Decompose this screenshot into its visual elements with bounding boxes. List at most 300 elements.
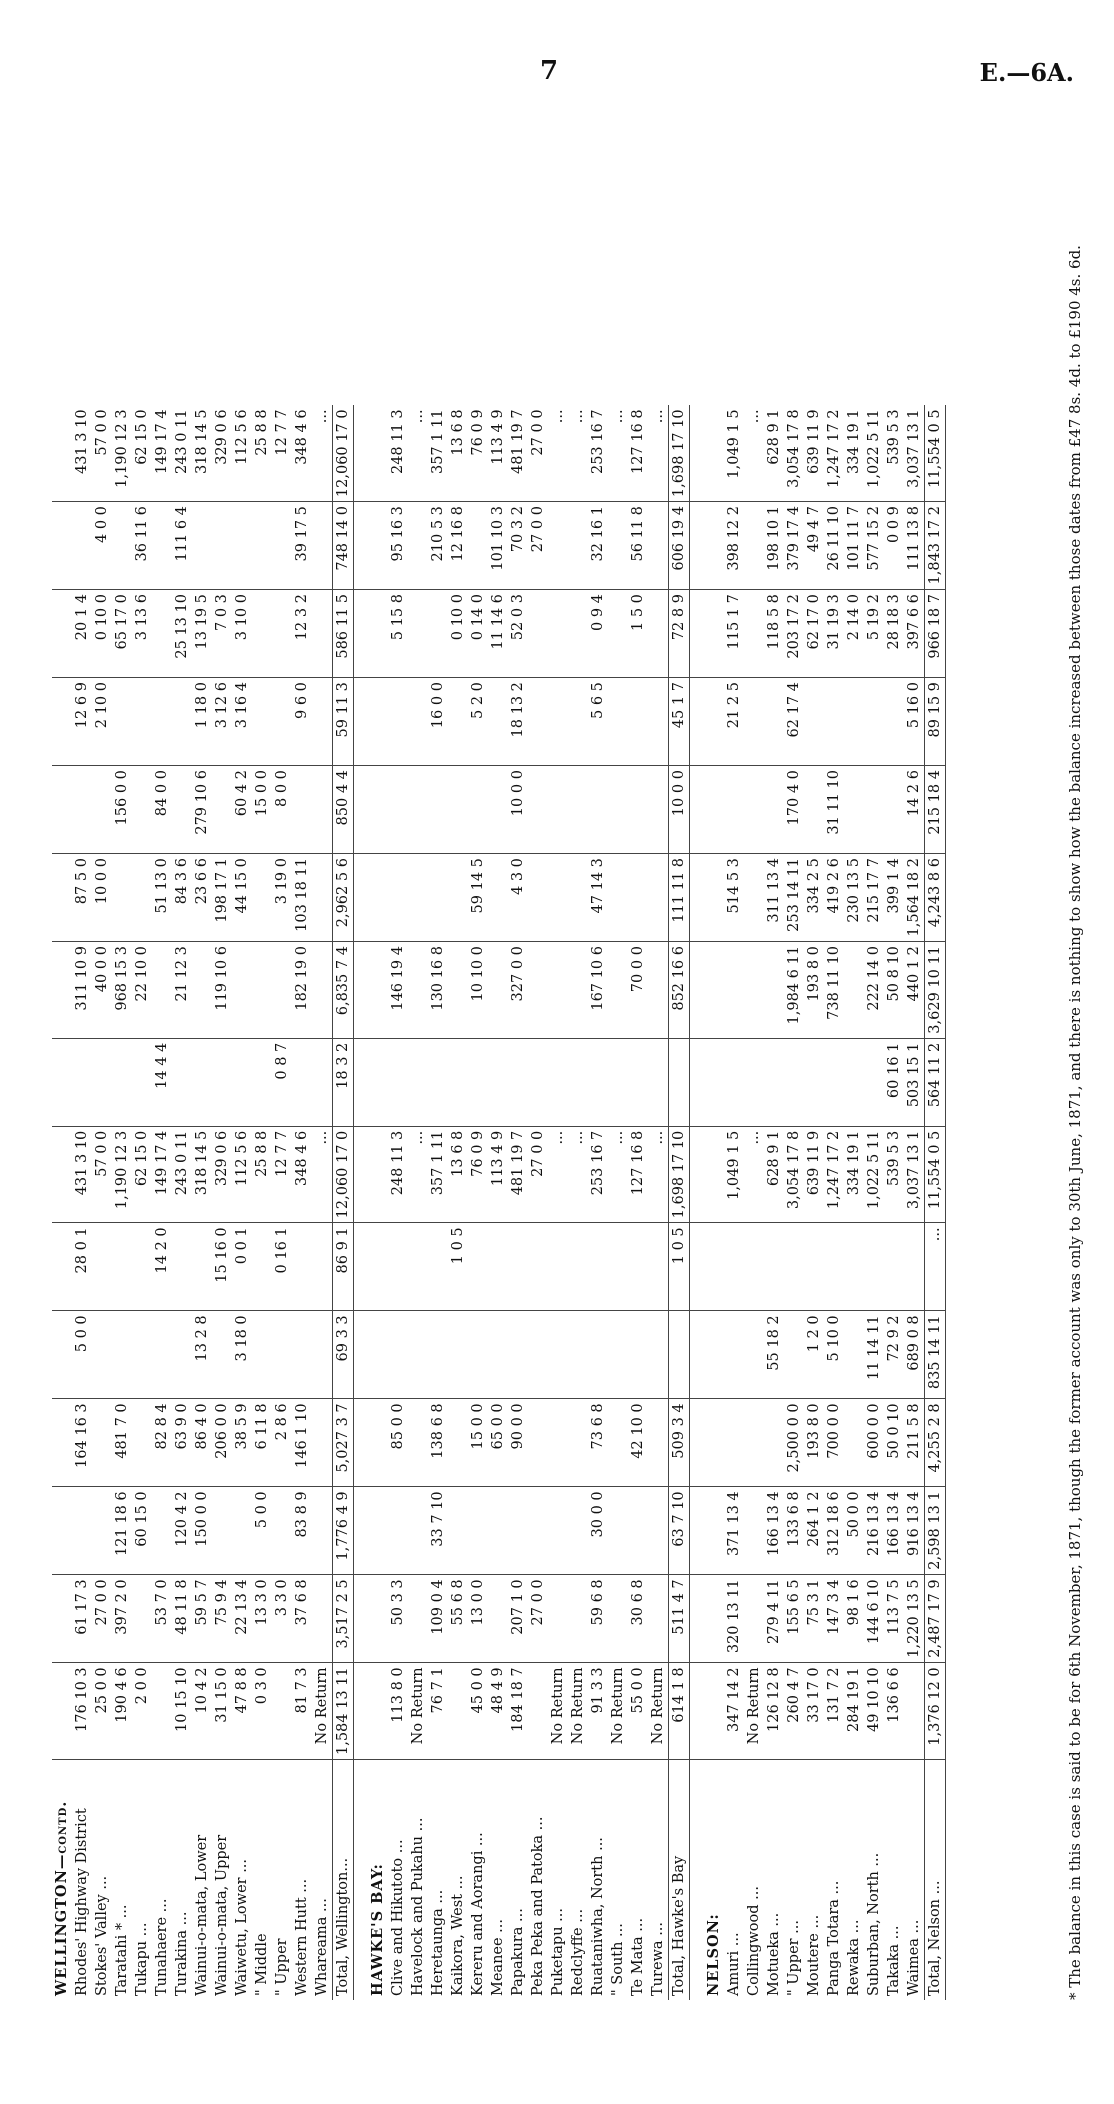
table-cell xyxy=(388,1487,408,1575)
table-cell xyxy=(312,1311,333,1399)
table-cell: 3 19 0 xyxy=(272,854,292,942)
row-label: Redclyffe ... xyxy=(569,1908,586,1996)
table-cell: 4,243 8 6 xyxy=(925,854,946,942)
table-cell xyxy=(92,1487,112,1575)
table-cell: 95 16 3 xyxy=(388,502,408,590)
table-cell: 397 2 0 xyxy=(112,1575,132,1663)
row-label: Papakura ... xyxy=(509,1908,526,1996)
table-cell: 539 5 3 xyxy=(884,1126,904,1223)
table-cell xyxy=(568,1223,588,1311)
row-label xyxy=(690,1760,705,2001)
table-cell xyxy=(608,1311,628,1399)
table-cell: 320 13 11 xyxy=(724,1575,744,1663)
table-cell: 689 0 8 xyxy=(904,1311,925,1399)
table-cell xyxy=(52,678,72,766)
table-cell: 55 0 0 xyxy=(628,1663,648,1760)
table-cell: 25 0 0 xyxy=(92,1663,112,1760)
table-row xyxy=(252,405,272,2000)
table-cell: 334 19 1 xyxy=(844,405,864,501)
table-cell: 45 0 0 xyxy=(468,1663,488,1760)
document-reference: E.—6A. xyxy=(979,58,1074,87)
table-cell: 37 6 8 xyxy=(292,1575,312,1663)
table-cell xyxy=(52,942,72,1039)
table-cell: 50 0 0 xyxy=(844,1487,864,1575)
accounts-table xyxy=(52,405,946,2000)
table-cell: 18 13 2 xyxy=(508,678,528,766)
table-cell: 182 19 0 xyxy=(292,942,312,1039)
table-cell xyxy=(368,590,388,678)
table-cell xyxy=(468,1223,488,1311)
table-cell: 62 15 0 xyxy=(132,405,152,501)
table-cell: 62 15 0 xyxy=(132,1126,152,1223)
table-cell xyxy=(72,1038,92,1126)
table-cell xyxy=(744,1399,764,1487)
table-cell xyxy=(408,678,428,766)
table-row xyxy=(428,405,448,2000)
table-cell: 82 8 4 xyxy=(152,1399,172,1487)
table-cell: 1,843 17 2 xyxy=(925,502,946,590)
table-cell xyxy=(408,854,428,942)
table-cell: 1,698 17 10 xyxy=(669,1126,690,1223)
table-cell xyxy=(468,1038,488,1126)
table-cell xyxy=(648,502,669,590)
table-cell: 193 8 0 xyxy=(804,942,824,1039)
table-cell: 49 4 7 xyxy=(804,502,824,590)
table-cell xyxy=(528,854,548,942)
table-cell: 5 10 0 xyxy=(824,1311,844,1399)
table-cell xyxy=(72,766,92,854)
table-cell: 966 18 7 xyxy=(925,590,946,678)
table-cell: 10 4 2 xyxy=(192,1663,212,1760)
table-cell xyxy=(508,1038,528,1126)
table-cell xyxy=(744,942,764,1039)
table-cell: 700 0 0 xyxy=(824,1399,844,1487)
table-cell: 72 9 2 xyxy=(884,1311,904,1399)
table-cell xyxy=(354,678,369,766)
table-cell: 11 14 11 xyxy=(864,1311,884,1399)
table-cell: 916 13 4 xyxy=(904,1487,925,1575)
table-cell: 69 3 3 xyxy=(333,1311,354,1399)
table-cell xyxy=(354,1663,369,1760)
table-row xyxy=(132,405,152,2000)
table-row xyxy=(92,405,112,2000)
table-cell xyxy=(764,766,784,854)
table-cell xyxy=(448,1663,468,1760)
table-cell xyxy=(312,502,333,590)
table-cell: ... xyxy=(744,405,764,501)
table-cell xyxy=(608,590,628,678)
table-cell xyxy=(172,678,192,766)
table-cell: 76 0 9 xyxy=(468,405,488,501)
table-cell xyxy=(488,678,508,766)
table-cell xyxy=(844,1399,864,1487)
table-cell: 1,984 6 11 xyxy=(784,942,804,1039)
table-cell xyxy=(568,1311,588,1399)
table-cell: 15 0 0 xyxy=(468,1399,488,1487)
table-cell: 32 16 1 xyxy=(588,502,608,590)
table-cell xyxy=(744,854,764,942)
table-cell xyxy=(528,766,548,854)
table-cell xyxy=(548,1487,568,1575)
table-cell xyxy=(784,1038,804,1126)
table-cell xyxy=(388,1223,408,1311)
table-cell: 3 3 0 xyxy=(272,1575,292,1663)
table-cell: No Return xyxy=(408,1663,428,1760)
table-cell: 503 15 1 xyxy=(904,1038,925,1126)
table-cell: 15 0 0 xyxy=(252,766,272,854)
table-row xyxy=(548,405,568,2000)
table-cell xyxy=(252,854,272,942)
table-cell xyxy=(548,678,568,766)
table-cell xyxy=(648,766,669,854)
table-cell xyxy=(354,1126,369,1223)
table-cell xyxy=(212,502,232,590)
table-cell xyxy=(388,766,408,854)
table-cell: 75 9 4 xyxy=(212,1575,232,1663)
table-cell xyxy=(152,1311,172,1399)
table-cell xyxy=(784,1311,804,1399)
table-cell: 13 2 8 xyxy=(192,1311,212,1399)
table-cell: 357 1 11 xyxy=(428,1126,448,1223)
table-cell xyxy=(232,942,252,1039)
row-label: Rhodes' Highway District xyxy=(73,1808,90,1996)
row-label: Kereru and Aorangi ... xyxy=(469,1832,486,1996)
table-cell: 109 0 4 xyxy=(428,1575,448,1663)
table-cell: 327 0 0 xyxy=(508,942,528,1039)
table-cell: 379 17 4 xyxy=(784,502,804,590)
table-cell: 600 0 0 xyxy=(864,1399,884,1487)
row-label: Total, Nelson ... xyxy=(925,1760,946,2001)
table-cell: 206 0 0 xyxy=(212,1399,232,1487)
table-cell xyxy=(744,766,764,854)
table-cell xyxy=(508,1487,528,1575)
row-label: Ruataniwha, North ... xyxy=(589,1837,606,1996)
table-cell xyxy=(252,942,272,1039)
table-cell: No Return xyxy=(548,1663,568,1760)
table-cell: 334 2 5 xyxy=(804,854,824,942)
table-cell xyxy=(608,1487,628,1575)
section-heading xyxy=(704,405,724,2000)
table-cell xyxy=(132,1038,152,1126)
table-cell xyxy=(528,1399,548,1487)
row-label: " Upper ... xyxy=(785,1919,802,1996)
table-row xyxy=(312,405,333,2000)
table-cell: ... xyxy=(648,1126,669,1223)
table-cell xyxy=(132,678,152,766)
table-cell xyxy=(690,766,705,854)
table-cell: 10 0 0 xyxy=(92,854,112,942)
table-cell: 329 0 6 xyxy=(212,1126,232,1223)
table-cell: 347 14 2 xyxy=(724,1663,744,1760)
table-cell: 136 6 6 xyxy=(884,1663,904,1760)
table-row xyxy=(648,405,669,2000)
table-cell: 5 16 0 xyxy=(904,678,925,766)
table-cell: 42 10 0 xyxy=(628,1399,648,1487)
table-cell xyxy=(744,1575,764,1663)
table-cell: 311 13 4 xyxy=(764,854,784,942)
table-cell: 184 18 7 xyxy=(508,1663,528,1760)
table-cell xyxy=(152,942,172,1039)
table-cell: No Return xyxy=(744,1663,764,1760)
spacer-row xyxy=(354,405,369,2000)
section-heading xyxy=(52,405,72,2000)
table-cell: 3,037 13 1 xyxy=(904,1126,925,1223)
table-cell: 149 17 4 xyxy=(152,1126,172,1223)
table-cell: 90 0 0 xyxy=(508,1399,528,1487)
table-cell: 120 4 2 xyxy=(172,1487,192,1575)
table-cell: 3 16 4 xyxy=(232,678,252,766)
table-cell xyxy=(292,766,312,854)
table-cell xyxy=(844,942,864,1039)
row-label: Collingwood ... xyxy=(745,1886,762,1996)
table-cell xyxy=(292,1223,312,1311)
table-cell: 63 7 10 xyxy=(669,1487,690,1575)
table-cell xyxy=(368,405,388,501)
table-cell xyxy=(132,1223,152,1311)
table-cell: 0 9 4 xyxy=(588,590,608,678)
table-cell: 9 6 0 xyxy=(292,678,312,766)
table-row xyxy=(824,405,844,2000)
table-cell: 101 11 7 xyxy=(844,502,864,590)
table-cell xyxy=(488,1223,508,1311)
table-cell: 150 0 0 xyxy=(192,1487,212,1575)
table-cell: 203 17 2 xyxy=(784,590,804,678)
table-cell xyxy=(212,1038,232,1126)
table-cell: 47 14 3 xyxy=(588,854,608,942)
table-cell xyxy=(608,1038,628,1126)
table-cell xyxy=(388,678,408,766)
table-cell: 57 0 0 xyxy=(92,405,112,501)
table-cell: 216 13 4 xyxy=(864,1487,884,1575)
table-cell: 149 17 4 xyxy=(152,405,172,501)
table-cell xyxy=(548,1038,568,1126)
table-cell xyxy=(312,678,333,766)
table-cell: 639 11 9 xyxy=(804,405,824,501)
table-cell xyxy=(764,1038,784,1126)
table-cell xyxy=(690,942,705,1039)
table-cell: 25 8 8 xyxy=(252,1126,272,1223)
table-cell: 22 13 4 xyxy=(232,1575,252,1663)
table-cell: 56 11 8 xyxy=(628,502,648,590)
table-cell: 1 2 0 xyxy=(804,1311,824,1399)
table-cell xyxy=(548,1575,568,1663)
table-cell xyxy=(52,502,72,590)
table-cell: 111 11 8 xyxy=(669,854,690,942)
table-cell: 5 0 0 xyxy=(252,1487,272,1575)
table-cell xyxy=(804,1038,824,1126)
table-cell xyxy=(548,942,568,1039)
table-cell xyxy=(368,1487,388,1575)
table-cell: 91 3 3 xyxy=(588,1663,608,1760)
table-cell: 87 5 0 xyxy=(72,854,92,942)
table-cell: 198 17 1 xyxy=(212,854,232,942)
table-cell: 207 1 0 xyxy=(508,1575,528,1663)
table-cell xyxy=(408,590,428,678)
table-row xyxy=(628,405,648,2000)
row-label: Clive and Hikutoto ... xyxy=(389,1839,406,1996)
table-cell xyxy=(704,405,724,501)
table-cell: 13 0 0 xyxy=(468,1575,488,1663)
table-cell: 968 15 3 xyxy=(112,942,132,1039)
row-label: " Upper xyxy=(273,1938,290,1996)
row-label: Puketapu ... xyxy=(549,1908,566,1996)
table-cell xyxy=(448,1399,468,1487)
table-cell: 40 0 0 xyxy=(92,942,112,1039)
table-cell xyxy=(864,766,884,854)
table-cell xyxy=(488,854,508,942)
table-cell xyxy=(468,1311,488,1399)
table-cell xyxy=(172,1038,192,1126)
row-label: Western Hutt ... xyxy=(293,1878,310,1996)
table-cell: 131 7 2 xyxy=(824,1663,844,1760)
table-cell xyxy=(628,854,648,942)
table-cell: 1 0 5 xyxy=(669,1223,690,1311)
table-cell xyxy=(884,766,904,854)
table-cell xyxy=(588,1223,608,1311)
table-cell xyxy=(408,1223,428,1311)
table-cell xyxy=(272,1487,292,1575)
table-cell xyxy=(764,678,784,766)
table-cell xyxy=(528,590,548,678)
table-cell xyxy=(354,1575,369,1663)
table-cell xyxy=(172,1311,192,1399)
table-cell: ... xyxy=(608,405,628,501)
table-cell: 3,054 17 8 xyxy=(784,1126,804,1223)
table-cell xyxy=(764,1399,784,1487)
table-cell: 2,500 0 0 xyxy=(784,1399,804,1487)
table-cell xyxy=(212,1487,232,1575)
table-cell: 2,487 17 9 xyxy=(925,1575,946,1663)
table-cell: 211 5 8 xyxy=(904,1399,925,1487)
table-cell: 144 6 10 xyxy=(864,1575,884,1663)
row-label xyxy=(354,1760,369,2001)
table-cell xyxy=(468,766,488,854)
table-cell: 371 13 4 xyxy=(724,1487,744,1575)
table-cell xyxy=(744,678,764,766)
table-cell: 3 12 6 xyxy=(212,678,232,766)
table-cell xyxy=(368,678,388,766)
table-cell: 279 10 6 xyxy=(192,766,212,854)
table-cell xyxy=(112,502,132,590)
table-cell xyxy=(272,942,292,1039)
table-cell xyxy=(272,502,292,590)
table-cell: 606 19 4 xyxy=(669,502,690,590)
table-cell: 52 0 3 xyxy=(508,590,528,678)
table-cell xyxy=(690,1311,705,1399)
table-cell: 481 19 7 xyxy=(508,405,528,501)
table-cell: 113 8 0 xyxy=(388,1663,408,1760)
table-cell xyxy=(428,1038,448,1126)
table-cell xyxy=(628,1038,648,1126)
table-cell xyxy=(744,590,764,678)
table-cell xyxy=(428,766,448,854)
table-cell: 14 2 0 xyxy=(152,1223,172,1311)
table-cell xyxy=(354,854,369,942)
table-row xyxy=(764,405,784,2000)
table-cell: 511 4 7 xyxy=(669,1575,690,1663)
table-cell: 835 14 11 xyxy=(925,1311,946,1399)
table-cell xyxy=(628,1487,648,1575)
table-row xyxy=(904,405,925,2000)
table-cell xyxy=(844,1038,864,1126)
table-cell: 12 7 7 xyxy=(272,405,292,501)
table-cell: 57 0 0 xyxy=(92,1126,112,1223)
table-cell: 23 6 6 xyxy=(192,854,212,942)
table-cell: 12 7 7 xyxy=(272,1126,292,1223)
table-cell xyxy=(568,1575,588,1663)
row-label: Tunahaere ... xyxy=(153,1898,170,1996)
table-cell xyxy=(92,1311,112,1399)
table-cell: 166 13 4 xyxy=(884,1487,904,1575)
table-cell: 318 14 5 xyxy=(192,405,212,501)
table-cell xyxy=(608,854,628,942)
table-cell: 1,247 17 2 xyxy=(824,1126,844,1223)
table-cell: 440 1 2 xyxy=(904,942,925,1039)
table-cell: 121 18 6 xyxy=(112,1487,132,1575)
table-cell xyxy=(408,1399,428,1487)
table-cell: 329 0 6 xyxy=(212,405,232,501)
table-row xyxy=(804,405,824,2000)
total-row xyxy=(925,405,946,2000)
table-cell: 14 2 6 xyxy=(904,766,925,854)
table-cell xyxy=(648,590,669,678)
table-cell xyxy=(312,766,333,854)
table-cell xyxy=(132,1575,152,1663)
page-number: 7 xyxy=(540,56,559,86)
table-cell: ... xyxy=(408,1126,428,1223)
table-row xyxy=(152,405,172,2000)
table-cell xyxy=(312,1399,333,1487)
table-cell xyxy=(548,1399,568,1487)
table-cell: 2 8 6 xyxy=(272,1399,292,1487)
table-cell xyxy=(628,1223,648,1311)
table-cell xyxy=(488,766,508,854)
table-cell: 481 19 7 xyxy=(508,1126,528,1223)
table-cell: 8 0 0 xyxy=(272,766,292,854)
table-cell xyxy=(628,1311,648,1399)
table-cell xyxy=(52,1126,72,1223)
table-cell xyxy=(744,1487,764,1575)
table-cell: 50 0 10 xyxy=(884,1399,904,1487)
rotated-table-container xyxy=(52,120,1052,2000)
table-row xyxy=(468,405,488,2000)
table-cell: ... xyxy=(568,405,588,501)
table-cell xyxy=(212,1311,232,1399)
table-cell: 3,054 17 8 xyxy=(784,405,804,501)
table-cell: ... xyxy=(925,1223,946,1311)
table-cell: 431 3 10 xyxy=(72,1126,92,1223)
table-cell xyxy=(252,1311,272,1399)
table-cell: 31 19 3 xyxy=(824,590,844,678)
table-cell xyxy=(704,942,724,1039)
row-label: Amuri ... xyxy=(725,1932,742,1996)
table-cell xyxy=(448,1487,468,1575)
table-cell: 3,517 2 5 xyxy=(333,1575,354,1663)
table-cell: 0 10 0 xyxy=(92,590,112,678)
table-cell: 1,776 4 9 xyxy=(333,1487,354,1575)
table-cell xyxy=(252,1223,272,1311)
table-cell: 89 15 9 xyxy=(925,678,946,766)
table-cell: 3 18 0 xyxy=(232,1311,252,1399)
table-cell xyxy=(312,942,333,1039)
table-cell: 12 3 2 xyxy=(292,590,312,678)
table-cell: 1,220 13 5 xyxy=(904,1575,925,1663)
table-cell: 514 5 3 xyxy=(724,854,744,942)
table-cell xyxy=(704,502,724,590)
table-cell xyxy=(528,1223,548,1311)
table-cell: ... xyxy=(408,405,428,501)
table-cell: 748 14 0 xyxy=(333,502,354,590)
